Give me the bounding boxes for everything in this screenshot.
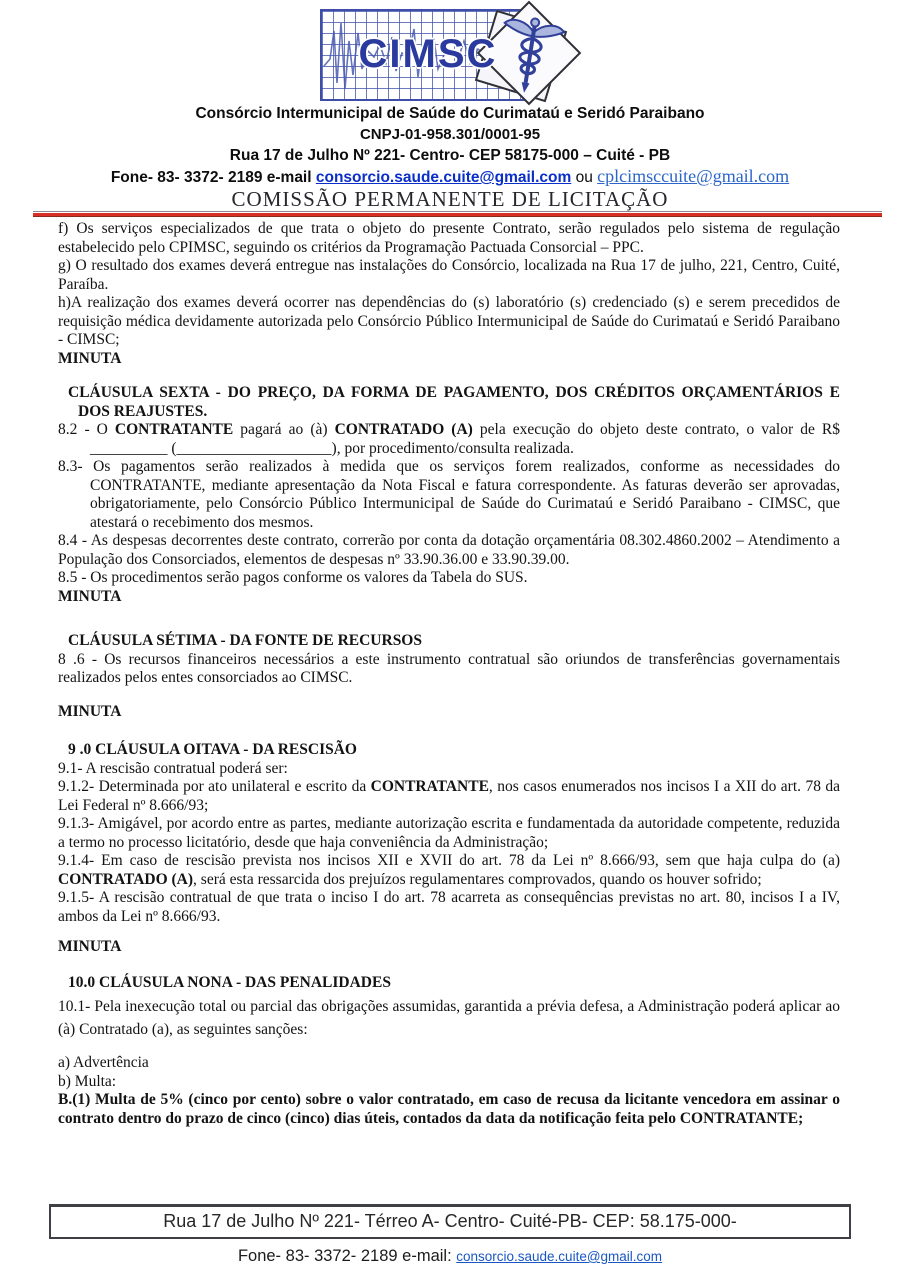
paragraph-11: CLÁUSULA SÉTIMA - DA FONTE DE RECURSOS [68, 632, 422, 649]
paragraph-7: 8.3- Os pagamentos serão realizados à medida que os serviços forem realizados, conforme as necessidades do CONTRATANTE, mediante apresentação da Nota Fiscal e fatura correspondente. As faturas deverão ser aprovadas, obrigatoriamente, pelo Consórcio Público Intermunicipal de Saúde do Curimataú e Seridó Paraibano - CIMSC, que atestará o recebimento dos mesmos. [58, 458, 840, 531]
paragraph-19: 9.1.5- A rescisão contratual de que trata o inciso I do art. 78 acarreta as consequências previstas no art. 80, incisos I a IV, ambos da Lei nº 8.666/93. [58, 889, 840, 925]
cnpj-line: CNPJ-01-958.301/0001-95 [359, 126, 541, 143]
paragraph-5: CLÁUSULA SEXTA - DO PREÇO, DA FORMA DE PAGAMENTO, DOS CRÉDITOS ORÇAMENTÁRIOS E DOS REAJUSTES. [68, 384, 840, 420]
org-name: Consórcio Intermunicipal de Saúde do Curimataú e Seridó Paraibano [195, 105, 705, 122]
cimsc-logo [300, 5, 600, 103]
paragraph-10: MINUTA [58, 587, 122, 605]
paragraph-4: MINUTA [58, 349, 122, 367]
committee-title: COMISSÃO PERMANENTE DE LICITAÇÃO [231, 187, 669, 211]
paragraph-16: 9.1.2- Determinada por ato unilateral e escrito da CONTRATANTE, nos casos enumerados nos incisos I a XII do art. 78 da Lei Federal nº 8.666/93; [58, 778, 841, 814]
paragraph-9: 8.5 - Os procedimentos serão pagos conforme os valores da Tabela do SUS. [58, 569, 528, 586]
paragraph-22: 10.1- Pela inexecução total ou parcial das obrigações assumidas, garantida a prévia defesa, a Administração poderá aplicar ao (à) Contratado (a), as seguintes sanções: [58, 998, 840, 1038]
paragraph-20: MINUTA [58, 938, 122, 955]
footer-phone-prefix: Fone- 83- 3372- 2189 e-mail: [237, 1247, 457, 1265]
footer-address-box: Rua 17 de Julho Nº 221- Térreo A- Centro- Cuité-PB- CEP: 58.175-000- [49, 1204, 851, 1239]
address-line: Rua 17 de Julho Nº 221- Centro- CEP 58175-000 – Cuité - PB [229, 147, 671, 164]
logo-acronym: CIMSC [358, 32, 498, 76]
paragraph-14: 9 .0 CLÁUSULA OITAVA - DA RESCISÃO [68, 741, 357, 758]
phone-email-line [0, 166, 900, 188]
paragraph-12: 8 .6 - Os recursos financeiros necessários a este instrumento contratual são oriundos de transferências governamentais realizados pelos entes consorciados ao CIMSC. [58, 650, 840, 686]
paragraph-23: a) Advertência [58, 1054, 149, 1071]
paragraph-3: h)A realização dos exames deverá ocorrer nas dependências do (s) laboratório (s) credenciado (s) e serem precedidos de requisição médica devidamente autorizada pelo Consórcio Público Intermunicipal de Saúde do Curimataú e Seridó Paraibano - CIMSC; [58, 294, 840, 348]
paragraph-1: f) Os serviços especializados de que trata o objeto do presente Contrato, serão regulados pelo sistema de regulação estabelecido pelo CPIMSC, seguindo os critérios da Programação Pactuada Consorcial – PPC. [58, 220, 840, 256]
caduceus-icon [490, 10, 568, 99]
paragraph-2: g) O resultado dos exames deverá entregue nas instalações do Consórcio, localizada na Rua 17 de julho, 221, Centro, Cuité, Paraíba. [58, 257, 840, 293]
paragraph-18: 9.1.4- Em caso de rescisão prevista nos incisos XII e XVII do art. 78 da Lei nº 8.666/93, sem que haja culpa do (a) CONTRATADO (A), será esta ressarcida dos prejuízos regulamentares comprovados, quando os houver sofrido; [58, 852, 840, 888]
page-header [0, 0, 900, 217]
page-footer [0, 1204, 900, 1266]
footer-phone-line [0, 1247, 900, 1266]
paragraph-24: b) Multa: [58, 1072, 117, 1090]
phone-prefix: Fone- 83- 3372- 2189 e-mail [110, 169, 316, 186]
email-link-primary[interactable]: consorcio.saude.cuite@gmail.com [315, 169, 572, 186]
paragraph-25: B.(1) Multa de 5% (cinco por cento) sobre o valor contratado, em caso de recusa da licitante vencedora em assinar o contrato dentro do prazo de cinco (cinco) dias úteis, contados da data da notificação feita pelo CONTRATANTE; [58, 1091, 840, 1127]
email-link-secondary[interactable]: cplcimsccuite@gmail.com [597, 166, 790, 186]
paragraph-6: 8.2 - O CONTRATANTE pagará ao (à) CONTRATADO (A) pela execução do objeto deste contrato, o valor de R$ __________ (____________________), por procedimento/consulta realizada. [58, 421, 840, 457]
paragraph-15: 9.1- A rescisão contratual poderá ser: [58, 759, 288, 777]
footer-email-link[interactable]: consorcio.saude.cuite@gmail.com [456, 1249, 663, 1264]
paragraph-8: 8.4 - As despesas decorrentes deste contrato, correrão por conta da dotação orçamentária 08.302.4860.2002 – Atendimento a População dos Consorciados, elementos de despesas nº 33.90.36.00 e 33.90.39.00. [58, 532, 840, 568]
document-body [0, 217, 900, 1128]
paragraph-13: MINUTA [58, 702, 122, 720]
email-separator: ou [571, 169, 598, 186]
paragraph-17: 9.1.3- Amigável, por acordo entre as partes, mediante autorização escrita e fundamentada da autoridade competente, reduzida a termo no processo licitatório, desde que haja conveniência da Administração; [58, 815, 840, 851]
paragraph-21: 10.0 CLÁUSULA NONA - DAS PENALIDADES [68, 973, 391, 991]
